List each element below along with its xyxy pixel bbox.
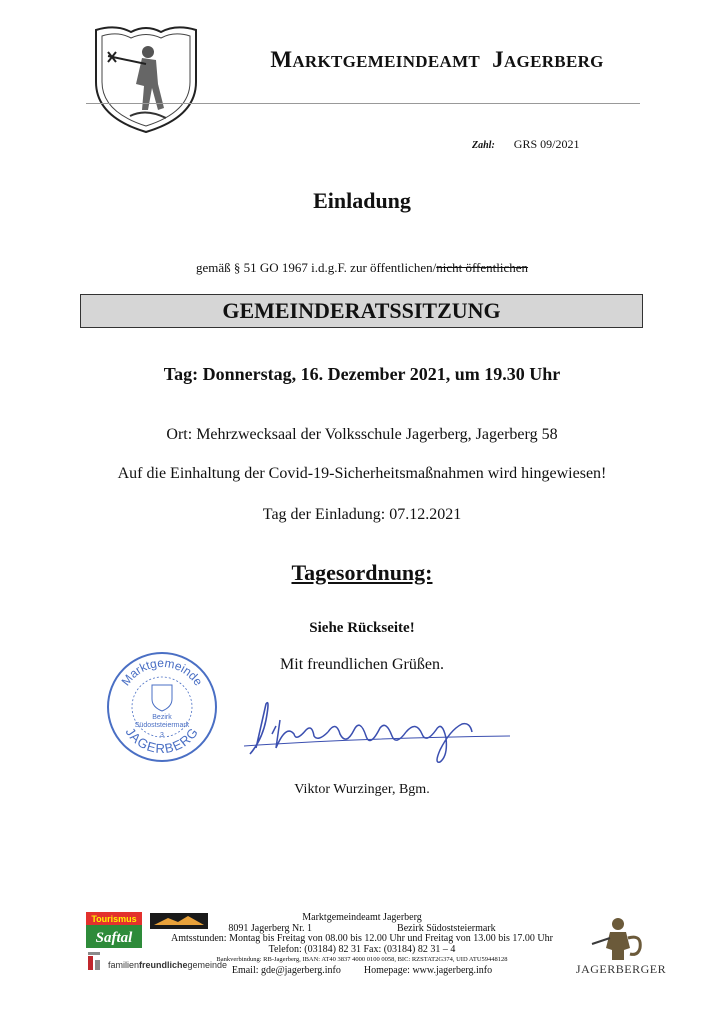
legal-basis [0,260,724,276]
legal-basis-text: gemäß § 51 GO 1967 i.d.g.F. zur öffentlichen/ [195,260,437,275]
org-title-initial-2: J [492,47,504,72]
official-stamp-icon [104,649,220,765]
stamp-text-mid2: Südoststeiermark [134,722,190,729]
agenda-heading: Tagesordnung: [291,560,433,585]
signer-name: Viktor Wurzinger, Bgm. [294,782,430,797]
reference-label: Zahl: [472,140,495,151]
org-title-rest-1: ARKTGEMEINDEAMT [292,52,481,71]
header-divider [86,103,640,104]
meeting-location: Ort: Mehrzwecksaal der Volksschule Jagerberg, Jagerberg 58 [166,426,558,443]
svg-text:JAGERBERG [123,724,202,756]
footer-email[interactable]: Email: gde@jagerberg.info [231,964,341,976]
family-text-plain-1: familien [108,960,140,970]
stamp-text-top: Marktgemeinde [118,655,206,689]
document-title: Einladung [313,188,411,213]
svg-text:Marktgemeinde [119,656,206,689]
footer-phone-fax: Telefon: (03184) 82 31 Fax: (03184) 82 31 – 4 [268,943,456,955]
stamp-number: 3 [160,732,164,739]
greeting: Mit freundlichen Grüßen. [280,656,444,673]
legal-basis-struck: nicht öffentlichen [436,260,529,275]
reference-number [472,137,579,152]
footer-web-row [150,966,574,977]
org-title-initial-1: M [270,47,293,72]
footer-address: 8091 Jagerberg Nr. 1 [228,922,313,934]
footer-bank-details: Bankverbindung: RB-Jagerberg, IBAN: AT40 3837 4000 0100 0058, BIC: RZSTAT2G374, UID ATU59448128 [216,956,508,963]
tourism-logo-bottom: Saftal [95,930,133,946]
footer-contact-block [150,913,574,976]
stamp-text-mid1: Bezirk [152,714,172,721]
invitation-date: Tag der Einladung: 07.12.2021 [262,506,462,523]
family-text-plain-2: gemeinde [187,960,228,970]
jagerberger-logo-text: JAGERBERGER [575,962,667,976]
session-type-banner: GEMEINDERATSSITZUNG [80,294,643,328]
meeting-date: Tag: Donnerstag, 16. Dezember 2021, um 19.30 Uhr [163,364,561,384]
tourism-saftal-logo-icon [86,912,142,948]
organization-title [232,47,642,73]
footer-org-name: Marktgemeindeamt Jagerberg [302,912,422,923]
signature-icon [236,690,516,770]
reference-value: GRS 09/2021 [513,137,580,151]
footer-office-hours: Amtsstunden: Montag bis Freitag von 08.00 bis 12.00 Uhr und Freitag von 13.00 bis 17.00 Uhr [171,933,553,944]
footer-district: Bezirk Südoststeiermark [397,922,496,934]
see-back-note: Siehe Rückseite! [309,620,415,636]
footer-homepage[interactable]: Homepage: www.jagerberg.info [363,964,493,976]
family-text-bold: freundliche [139,960,188,970]
org-title-rest-2: AGERBERG [503,52,604,71]
stamp-text-bottom: JAGERBERG [122,724,202,757]
tourism-logo-top: Tourismus [91,914,137,924]
covid-notice: Auf die Einhaltung der Covid-19-Sicherheitsmaßnahmen wird hingewiesen! [117,465,607,482]
coat-of-arms-icon [86,22,206,134]
